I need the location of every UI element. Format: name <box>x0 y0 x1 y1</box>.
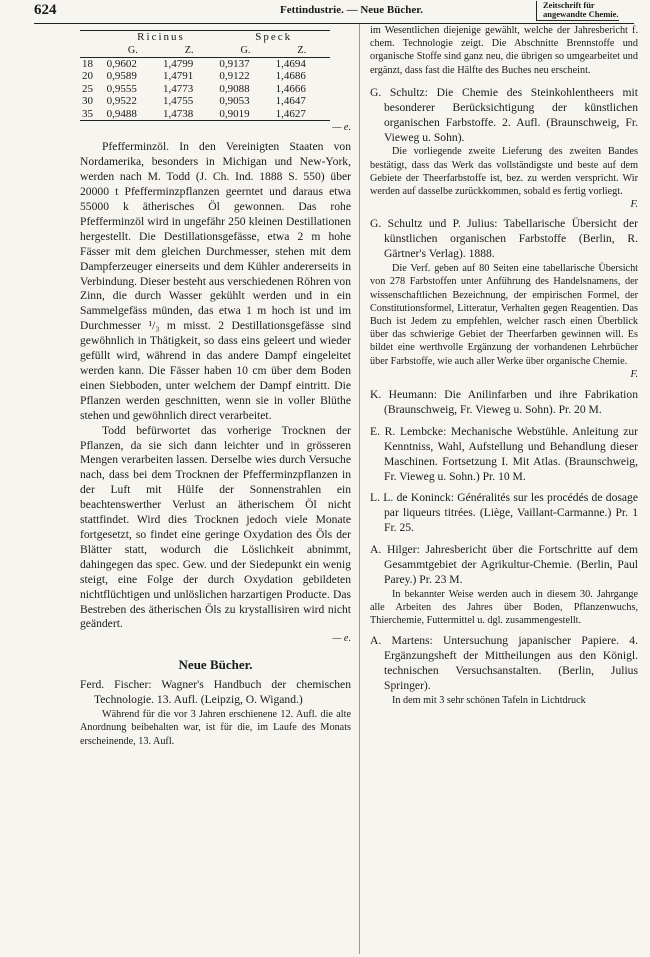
table-cell: 1,4773 <box>162 82 194 95</box>
table-cell: 1,4647 <box>275 95 306 108</box>
table-cell: 1,4738 <box>161 108 217 121</box>
table-cell: 0,9122 <box>219 70 250 83</box>
book-entry: L. L. de Koninck: Généralités sur les procédés de dosage par liqueurs titrées. (Liège, Vaillant-Carmanne.) Pr. 1 Fr. 25. <box>370 491 638 535</box>
page-number: 624 <box>34 2 57 18</box>
left-column <box>80 24 351 748</box>
book-review: Die Verf. geben auf 80 Seiten eine tabellarische Übersicht von 278 Farbstoffen unter Anführung des Handelsnamens, der wissenschaftlichen Bezeichnung, der empirischen Formel, der Constitutionsformel, Litteratur, Verhalten gegen Reagentien. Das Buch ist Jedem zu empfehlen, welcher rasch einen Überblick über das schwierige Gebiet der Theerfarben gewinnen will. Es bildet eine werthvolle Ergänzung der vorhandenen Lehrbücher über Farbstoffe, wie auch aller Werke über organische Chemie. <box>370 263 638 367</box>
table-subheader: Z. <box>274 44 330 58</box>
table-cell: 0,9589 <box>106 70 137 83</box>
journal-name <box>536 1 619 21</box>
table-cell: 35 <box>80 108 105 121</box>
running-title: Fettindustrie. — Neue Bücher. <box>280 4 423 16</box>
page-header <box>0 0 650 24</box>
table-cell: 20 <box>82 70 93 83</box>
article-paragraph: Pfefferminzöl. In den Vereinigten Staaten von Nordamerika, besonders in Michigan und New-York, werden nach M. Todd (J. Ch. Ind. 1888 S. 550) über 20000 t Pfefferminzpflanzen geerntet und daraus etwa 55000 k ätherisches Öl gewonnen. Das rohe Pfefferminzöl wird in ungefähr 250 kleinen Destillationen hergestellt. Die Destillationsgefässe, etwa 2 m hohe Fässer mit dem gleichen Durchmesser, stehen mit dem Dampferzeuger einerseits und dem Kühler andererseits in Verbindung. Dieser besteht aus verschiedenen Röhren von Zinn, die durch Wasser gekühlt werden und in ein Sammelgefäss münden, das etwa 1 m hoch ist und im Durchmesser ¹/₃ m misst. 2 Destillationsgefässe sind gewöhnlich in Thätigkeit, so dass eins geleert und wieder gefüllt wird, während in das andere Dampf eingeleitet werden kann. Die Fässer haben 10 cm über dem Boden einen Siebboden, unter welchem der Dampf eintritt. Die Pflanzen werden geschnitten, wenn sie in voller Blüthe stehen und gewöhnlich direct verarbeitet. <box>80 140 351 422</box>
table-cell: 0,9088 <box>219 82 250 95</box>
table-cell: 1,4686 <box>275 70 306 83</box>
table-cell: 25 <box>82 82 93 95</box>
signature: — e. <box>332 633 351 645</box>
table-cell: 18 <box>82 57 93 70</box>
right-column <box>370 24 638 707</box>
table-cell: 0,9019 <box>217 108 273 121</box>
table-row <box>80 83 330 96</box>
section-heading: Neue Bücher. <box>178 656 253 672</box>
table-subheader: G. <box>105 44 161 58</box>
table-cell: 0,9053 <box>219 95 250 108</box>
table-group-speck: Speck <box>217 31 330 44</box>
table-cell: 0,9137 <box>219 57 250 70</box>
book-entry: A. Hilger: Jahresbericht über die Fortschritte auf dem Gesammtgebiet der Agrikultur-Chemie. (Berlin, Paul Parey.) Pr. 23 M. <box>370 543 638 586</box>
book-entry: Ferd. Fischer: Wagner's Handbuch der chemischen Technologie. 13. Aufl. (Leipzig, O. Wigand.) <box>80 678 351 707</box>
journal-line-2: angewandte Chemie. <box>543 9 619 19</box>
signature: F. <box>630 368 638 380</box>
table-cell: 1,4627 <box>274 108 330 121</box>
table-cell: 1,4666 <box>275 82 306 95</box>
book-review: In bekannter Weise werden auch in diesem 30. Jahrgange alle Arbeiten des Jahres über Boden, Pflanzenwuchs, Thierchemie, Futtermittel u. dgl. zusammengestellt. <box>370 588 638 627</box>
table-cell: 30 <box>82 95 93 108</box>
table-cell: 1,4799 <box>162 57 194 70</box>
table-cell: 0,9555 <box>106 82 137 95</box>
table-row <box>80 70 330 83</box>
table-row <box>80 95 330 108</box>
data-table <box>80 30 330 121</box>
table-cell: 0,9602 <box>106 57 137 70</box>
book-entry: G. Schultz: Die Chemie des Steinkohlentheers mit besonderer Berücksichtigung der künstlichen organischen Farbstoffe. 2. Aufl. (Braunschweig, Fr. Vieweg u. Sohn). <box>370 85 638 144</box>
table-cell: 0,9488 <box>105 108 161 121</box>
article-paragraph: Todd befürwortet das vorherige Trocknen der Pflanzen, da sie sich dann leichter und in grösseren Mengen verarbeiten lassen. Derselbe wies durch Versuche nach, dass bei dem Trocknen der Pfefferminzpflanzen in der Luft mit Hülfe der Sonnenstrahlen ein beachtenswerther Verlust an ätherischem Öl nicht stattfindet. Wird dies Trocknen jedoch viele Monate fortgesetzt, so findet eine geringe Oxydation des Öls der Blätter statt, wodurch die Löslichkeit abnimmt, dahingegen das spec. Gew. und der Siedepunkt ein wenig steigt, eine Folge der durch Oxydation gebildeten nichtflüchtigen und unlöslichen harzartigen Producte. Das Bestreben des ätherischen Öls zu krystallisiren wird nicht geändert. <box>80 423 351 631</box>
book-review: Während für die vor 3 Jahren erschienene 12. Aufl. die alte Anordnung beibehalten war, ist für die, im Laufe des Monats erscheinende, 13. Aufl. <box>80 709 351 747</box>
book-entry: G. Schultz und P. Julius: Tabellarische Übersicht der künstlichen organischen Farbstoffe (Berlin, R. Gärtner's Verlag). 1888. <box>370 217 638 261</box>
journal-line-1: Zeitschrift für <box>543 0 595 10</box>
table-row <box>80 57 330 70</box>
signature: F. <box>630 199 638 211</box>
column-divider <box>359 24 360 954</box>
table-cell: 1,4791 <box>162 70 194 83</box>
book-review: im Wesentlichen diejenige gewählt, welche der Jahresbericht f. chem. Technologie zeigt. Die Abschnitte Brennstoffe und organische Stoffe sind ganz neu, die übrigen so umgearbeitet und ergänzt, dass fast die Hälfte des Buches neu erscheint. <box>370 25 638 76</box>
book-review: Die vorliegende zweite Lieferung des zweiten Bandes bestätigt, dass das Werk das vollständigste und beste auf dem Gebiete der Theerfarbstoffe ist, bez. zu werden verspricht. Wir werden auf dasselbe zurückkommen, sobald es fertig vorliegt. <box>370 146 638 198</box>
table-cell: 1,4694 <box>275 57 306 70</box>
book-entry: E. R. Lembcke: Mechanische Webstühle. Anleitung zur Kenntniss, Wahl, Aufstellung und Behandlung dieser Maschinen. Fortsetzung I. Mit Atlas. (Braunschweig, Fr. Vieweg u. Sohn.) Pr. 10 M. <box>370 424 638 483</box>
table-cell: 1,4755 <box>162 95 194 108</box>
table-cell: 0,9522 <box>106 95 137 108</box>
table-row <box>80 108 330 121</box>
table-subheader: G. <box>217 44 273 58</box>
signature: — e. <box>332 122 351 134</box>
book-review: In dem mit 3 sehr schönen Tafeln in Lichtdruck <box>392 695 586 707</box>
book-entry: A. Martens: Untersuchung japanischer Papiere. 4. Ergänzungsheft der Mittheilungen aus den Königl. technischen Versuchsanstalten. (Berlin, Julius Springer). <box>370 634 638 693</box>
table-group-ricinus: Ricinus <box>105 31 218 44</box>
book-entry: K. Heumann: Die Anilinfarben und ihre Fabrikation (Braunschweig, Fr. Vieweg u. Sohn). Pr. 20 M. <box>370 388 638 416</box>
table-subheader: Z. <box>161 44 217 58</box>
